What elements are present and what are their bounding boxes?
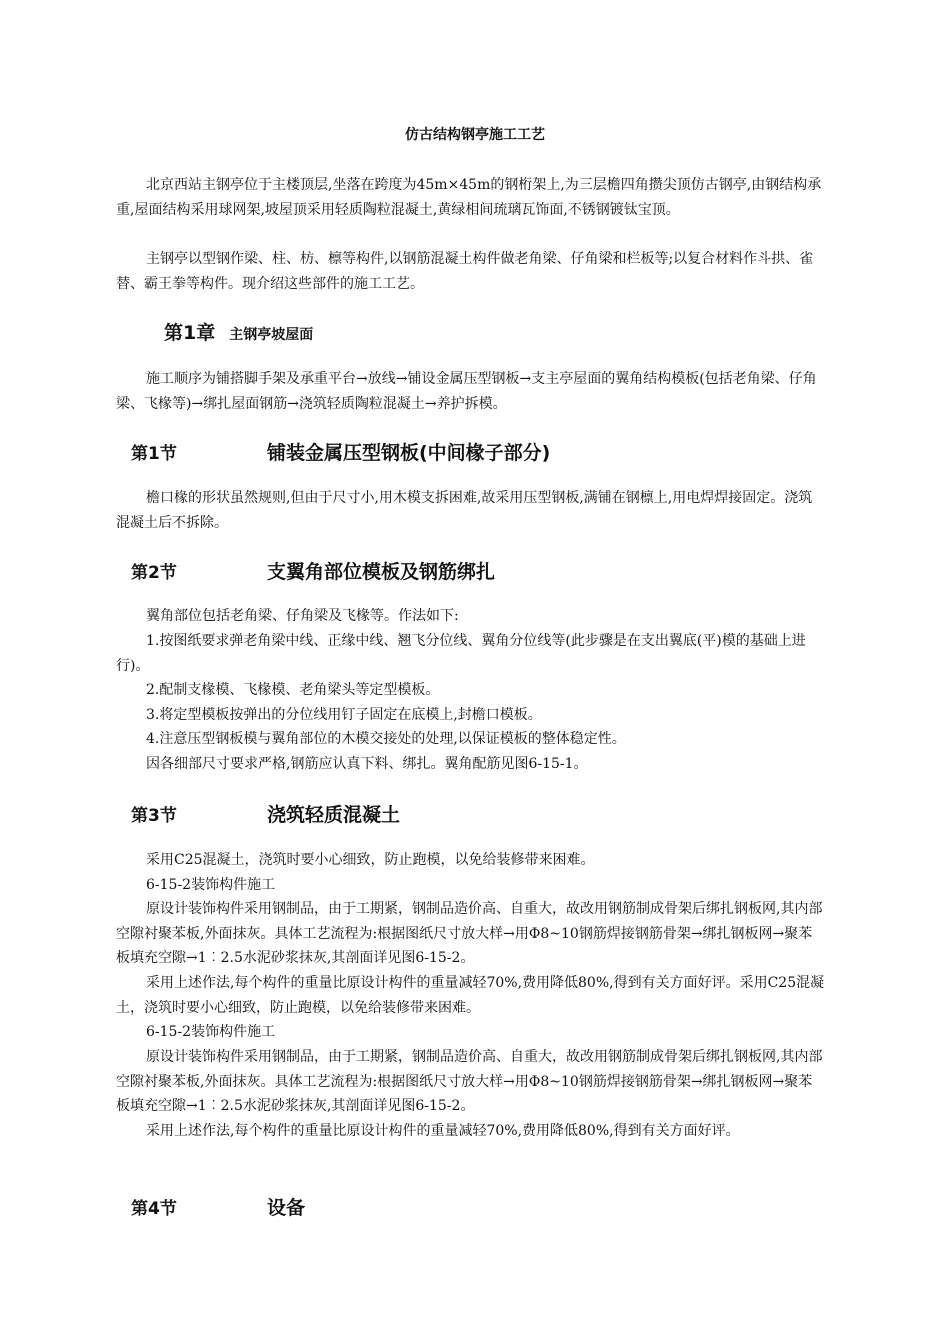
section-3-paragraph-2: 采用上述作法,每个构件的重量比原设计构件的重量减轻70%,费用降低80%,得到有关方面好评。采用C25混凝土，浇筑时要小心细致，防止跑模，以免给装修带来困难。 (116, 975, 825, 1016)
section-title: 浇筑轻质混凝土 (267, 804, 401, 826)
section-1-paragraph: 檐口椽的形状虽然规则,但由于尺寸小,用木模支拆困难,故采用压型钢板,满铺在钢檩上,用电焊焊接固定。浇筑混凝土后不拆除。 (116, 490, 813, 531)
chapter-1-paragraph: 施工顺序为铺搭脚手架及承重平台→放线→铺设金属压型钢板→支主亭屋面的翼角结构模板(包括老角梁、仔角梁、飞椽等)→绑扎屋面钢筋→浇筑轻质陶粒混凝土→养护拆模。 (116, 371, 817, 412)
chapter-1-heading (164, 318, 313, 345)
section-title: 支翼角部位模板及钢筋绑扎 (267, 561, 496, 583)
section-2-tail: 因各细部尺寸要求严格,钢筋应认真下料、绑扎。翼角配筋见图6-15-1。 (146, 756, 588, 772)
section-3-subheading-2: 6-15-2装饰构件施工 (146, 1024, 276, 1040)
section-title: 铺装金属压型钢板(中间椽子部分) (267, 442, 551, 464)
section-title: 设备 (267, 1197, 306, 1219)
section-number: 第1节 (131, 444, 177, 464)
section-2-step-2: 2.配制支椽模、飞椽模、老角梁头等定型模板。 (146, 682, 440, 698)
section-3-subheading-1: 6-15-2装饰构件施工 (146, 877, 276, 893)
section-3-paragraph-4: 采用上述作法,每个构件的重量比原设计构件的重量减轻70%,费用降低80%,得到有关方面好评。 (146, 1123, 740, 1139)
section-2-step-3: 3.将定型模板按弹出的分位线用钉子固定在底模上,封檐口模板。 (146, 707, 542, 723)
section-number: 第2节 (131, 563, 177, 583)
section-3-line-1: 采用C25混凝土，浇筑时要小心细致，防止跑模，以免给装修带来困难。 (146, 852, 595, 868)
section-3-paragraph-1: 原设计装饰构件采用钢制品，由于工期紧，钢制品造价高、自重大，故改用钢筋制成骨架后绑扎钢板网,其内部空隙衬聚苯板,外面抹灰。具体工艺流程为:根据图纸尺寸放大样→用Φ8~10钢筋焊接钢筋骨架→绑扎钢板网→聚苯板填充空隙→1︰2.5水泥砂浆抹灰,其剖面详见图6-15-2。 (116, 901, 823, 966)
section-1-heading (131, 438, 550, 465)
section-3-paragraph-3: 原设计装饰构件采用钢制品，由于工期紧，钢制品造价高、自重大，故改用钢筋制成骨架后绑扎钢板网,其内部空隙衬聚苯板,外面抹灰。具体工艺流程为:根据图纸尺寸放大样→用Φ8~10钢筋焊接钢筋骨架→绑扎钢板网→聚苯板填充空隙→1︰2.5水泥砂浆抹灰,其剖面详见图6-15-2。 (116, 1049, 823, 1114)
intro-paragraph-1: 北京西站主钢亭位于主楼顶层,坐落在跨度为45m×45m的钢桁架上,为三层檐四角攒尖顶仿古钢亭,由钢结构承重,屋面结构采用球网架,坡屋顶采用轻质陶粒混凝土,黄绿相间琉璃瓦饰面,不锈钢镀钛宝顶。 (116, 177, 822, 218)
section-number: 第4节 (131, 1199, 177, 1219)
section-2-heading (131, 557, 495, 584)
section-2-step-1: 1.按图纸要求弹老角梁中线、正缘中线、翘飞分位线、翼角分位线等(此步骤是在支出翼底(平)模的基础上进行)。 (116, 633, 806, 674)
document-title: 仿古结构钢亭施工工艺 (405, 127, 545, 143)
section-2-lead: 翼角部位包括老角梁、仔角梁及飞椽等。作法如下: (146, 608, 459, 624)
section-number: 第3节 (131, 806, 177, 826)
section-4-heading (131, 1193, 305, 1220)
intro-paragraph-2: 主钢亭以型钢作梁、柱、枋、檩等构件,以钢筋混凝土构件做老角梁、仔角梁和栏板等;以复合材料作斗拱、雀替、霸王拳等构件。现介绍这些部件的施工工艺。 (116, 251, 814, 292)
section-2-step-4: 4.注意压型钢板模与翼角部位的木模交接处的处理,以保证模板的整体稳定性。 (146, 731, 626, 747)
section-3-heading (131, 800, 400, 827)
chapter-number: 第1章 (164, 322, 216, 344)
chapter-title: 主钢亭坡屋面 (229, 327, 314, 343)
